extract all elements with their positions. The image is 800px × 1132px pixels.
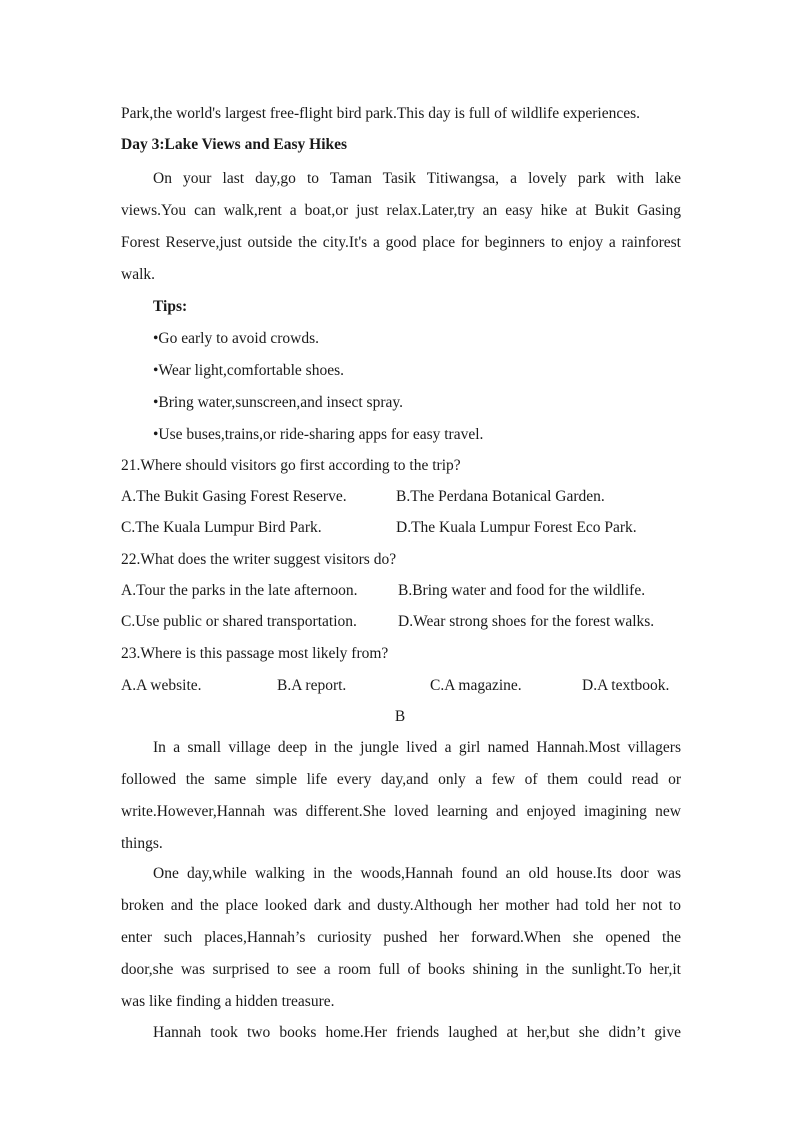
section-b-line: things. — [121, 835, 163, 852]
question-23-option-d: D.A textbook. — [582, 677, 670, 694]
section-b-line: was like finding a hidden treasure. — [121, 993, 335, 1010]
section-b-line: One day,while walking in the woods,Hannah found an old house.Its door was — [153, 865, 681, 882]
question-21-option-b: B.The Perdana Botanical Garden. — [396, 488, 605, 505]
day3-heading: Day 3:Lake Views and Easy Hikes — [121, 136, 348, 153]
tips-heading: Tips: — [153, 298, 188, 315]
question-22-option-a: A.Tour the parks in the late afternoon. — [121, 582, 358, 599]
tip-item: •Use buses,trains,or ride-sharing apps for easy travel. — [153, 426, 484, 443]
section-b-line: write.However,Hannah was different.She loved learning and enjoyed imagining new — [121, 803, 681, 820]
question-21-option-c: C.The Kuala Lumpur Bird Park. — [121, 519, 322, 536]
section-b-line: followed the same simple life every day,and only a few of them could read or — [121, 771, 681, 788]
tip-item: •Wear light,comfortable shoes. — [153, 362, 344, 379]
day3-line: On your last day,go to Taman Tasik Titiwangsa, a lovely park with lake — [153, 170, 681, 187]
day3-line: walk. — [121, 266, 156, 283]
question-22-option-d: D.Wear strong shoes for the forest walks. — [398, 613, 655, 630]
question-23-stem: 23.Where is this passage most likely from? — [121, 645, 389, 662]
question-21-option-a: A.The Bukit Gasing Forest Reserve. — [121, 488, 347, 505]
day3-line: Forest Reserve,just outside the city.It's a good place for beginners to enjoy a rainforest — [121, 234, 681, 251]
section-b-line: broken and the place looked dark and dusty.Although her mother had told her not to — [121, 897, 681, 914]
section-b-line: enter such places,Hannah’s curiosity pushed her forward.When she opened the — [121, 929, 681, 946]
section-b-line: In a small village deep in the jungle lived a girl named Hannah.Most villagers — [153, 739, 681, 756]
section-b-label: B — [394, 708, 406, 725]
question-22-stem: 22.What does the writer suggest visitors do? — [121, 551, 397, 568]
question-22-option-b: B.Bring water and food for the wildlife. — [398, 582, 646, 599]
question-23-option-b: B.A report. — [277, 677, 347, 694]
section-b-line: Hannah took two books home.Her friends laughed at her,but she didn’t give — [153, 1024, 681, 1041]
section-b-line: door,she was surprised to see a room full of books shining in the sunlight.To her,it — [121, 961, 681, 978]
tip-item: •Bring water,sunscreen,and insect spray. — [153, 394, 403, 411]
tip-item: •Go early to avoid crowds. — [153, 330, 319, 347]
question-23-option-a: A.A website. — [121, 677, 202, 694]
question-21-stem: 21.Where should visitors go first according to the trip? — [121, 457, 461, 474]
question-23-option-c: C.A magazine. — [430, 677, 522, 694]
day3-line: views.You can walk,rent a boat,or just relax.Later,try an easy hike at Bukit Gasing — [121, 202, 681, 219]
question-22-option-c: C.Use public or shared transportation. — [121, 613, 357, 630]
question-21-option-d: D.The Kuala Lumpur Forest Eco Park. — [396, 519, 637, 536]
day2-closing-line: Park,the world's largest free-flight bird park.This day is full of wildlife experiences. — [121, 105, 641, 122]
